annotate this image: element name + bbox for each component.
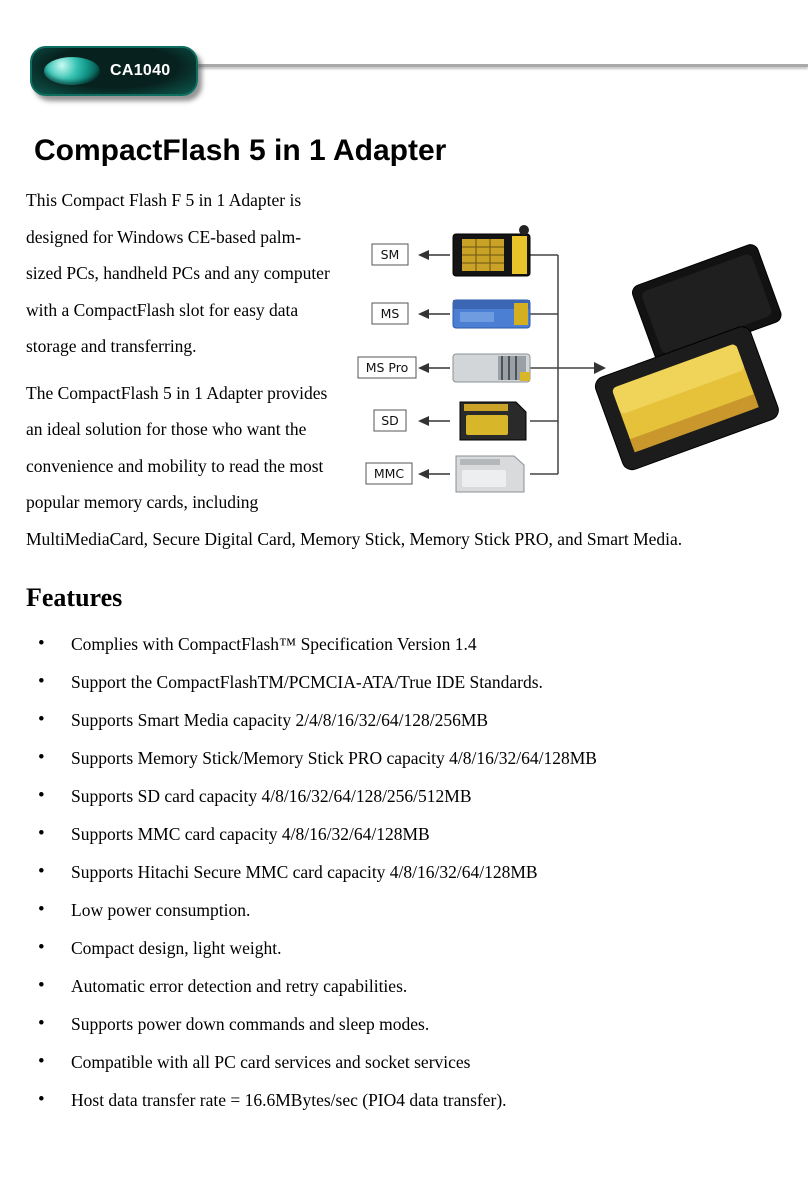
badge-logo-oval-icon (44, 57, 100, 85)
feature-item: • Complies with CompactFlash™ Specification Version 1.4 (38, 625, 788, 663)
feature-item: • Supports Memory Stick/Memory Stick PRO capacity 4/8/16/32/64/128MB (38, 739, 788, 777)
page-title: CompactFlash 5 in 1 Adapter (34, 134, 447, 167)
feature-item: • Supports power down commands and sleep modes. (38, 1005, 788, 1043)
header (0, 0, 808, 96)
header-rule (194, 64, 808, 67)
label-sd: SD (381, 413, 399, 428)
feature-item: • Compact design, light weight. (38, 929, 788, 967)
feature-item: • Low power consumption. (38, 891, 788, 929)
intro-paragraph-2: The CompactFlash 5 in 1 Adapter provides an ideal solution for those who want the convenience and mobility to read the most popular memory cards, including MultiMediaCard, Secure Digital Card, Memory Stick, Memory Stick PRO, and Smart Media. (26, 382, 683, 549)
feature-item: • Automatic error detection and retry capabilities. (38, 967, 788, 1005)
main-content (0, 134, 808, 1119)
memory-cards-diagram-image (348, 222, 788, 508)
intro-section (26, 182, 788, 557)
label-mmc: MMC (373, 466, 405, 481)
cf-adapter (593, 242, 784, 472)
feature-item: • Supports Smart Media capacity 2/4/8/16/32/64/128/256MB (38, 701, 788, 739)
model-badge (30, 46, 198, 96)
label-ms: MS (380, 306, 400, 321)
features-heading: Features (26, 583, 123, 612)
features-list (26, 625, 788, 1119)
label-arrowheads (418, 250, 429, 479)
adapter-diagram (348, 222, 788, 508)
connector-lines (530, 255, 594, 474)
label-arrows (428, 255, 450, 474)
label-mspro: MS Pro (365, 360, 409, 375)
sm-card (453, 225, 530, 276)
feature-item: • Supports MMC card capacity 4/8/16/32/64/128MB (38, 815, 788, 853)
intro-paragraph-1: This Compact Flash F 5 in 1 Adapter is designed for Windows CE-based palm-sized PCs, handheld PCs and any computer with a CompactFlash slot for easy data storage and transferring. (26, 190, 330, 356)
mmc-card (456, 456, 524, 492)
arrow-to-adapter-icon (594, 362, 606, 374)
label-sm: SM (380, 247, 400, 262)
feature-item: • Supports SD card capacity 4/8/16/32/64/128/256/512MB (38, 777, 788, 815)
model-number: CA1040 (110, 62, 171, 79)
feature-item: • Host data transfer rate = 16.6MBytes/sec (PIO4 data transfer). (38, 1081, 788, 1119)
feature-item: • Support the CompactFlashTM/PCMCIA-ATA/True IDE Standards. (38, 663, 788, 701)
sd-card (460, 402, 526, 440)
mspro-card (453, 354, 530, 382)
feature-item: • Compatible with all PC card services and socket services (38, 1043, 788, 1081)
ms-card (453, 300, 530, 328)
feature-item: • Supports Hitachi Secure MMC card capacity 4/8/16/32/64/128MB (38, 853, 788, 891)
